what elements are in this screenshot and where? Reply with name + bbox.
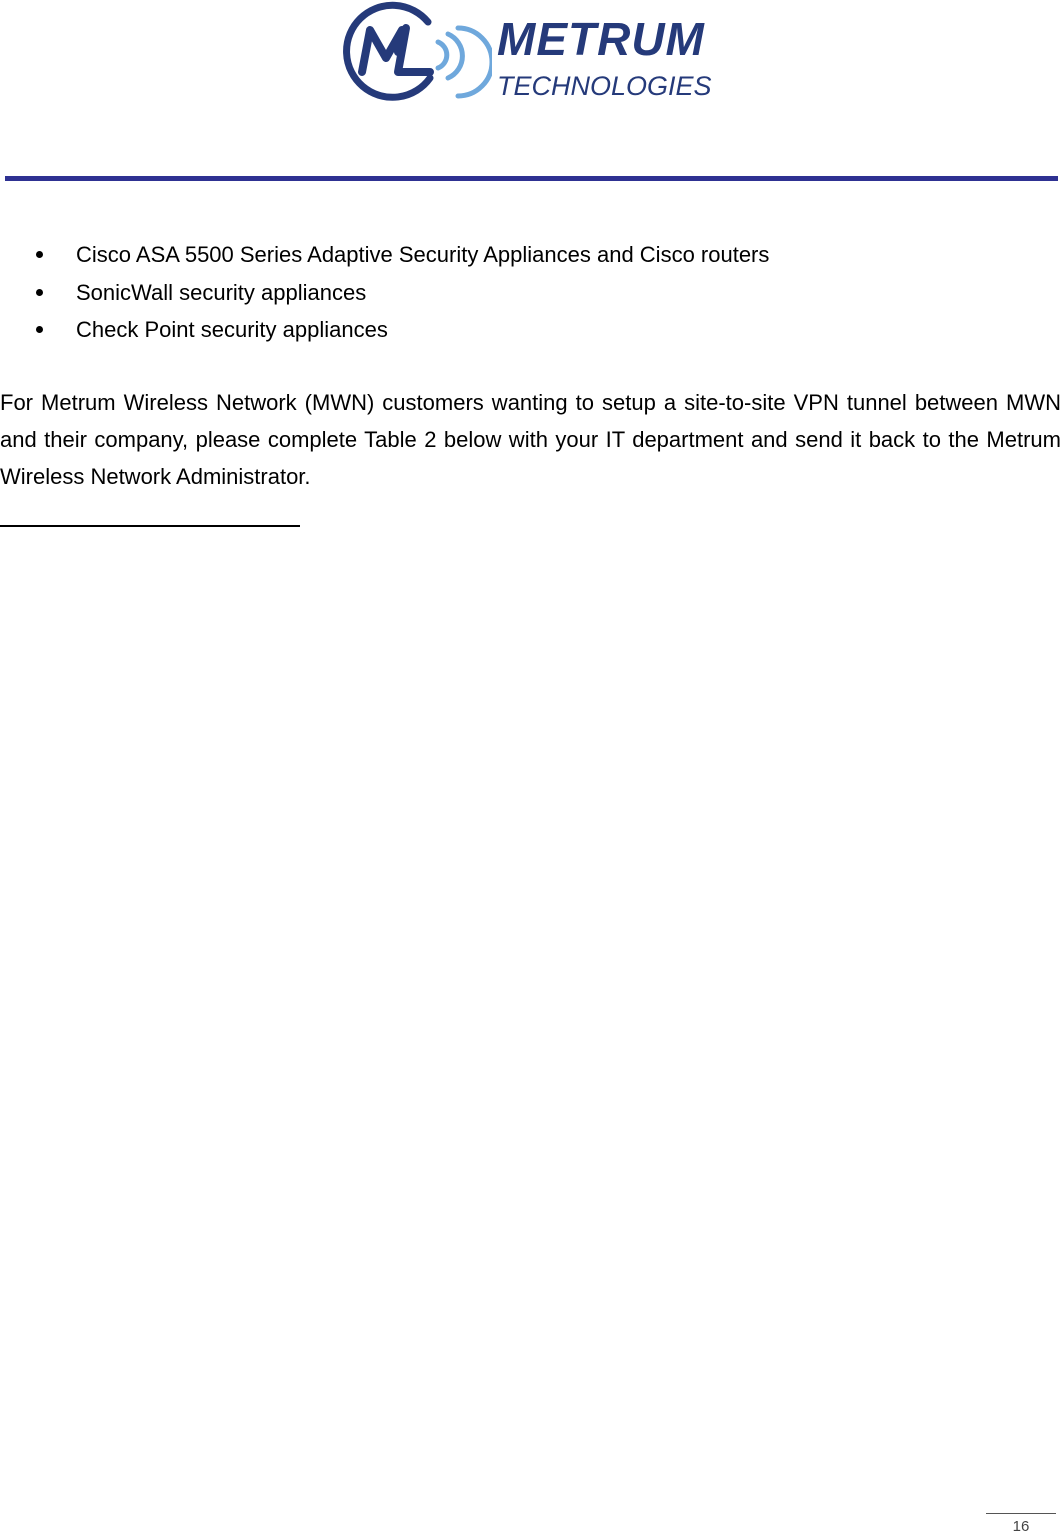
brand-name: METRUM <box>497 13 705 65</box>
brand-subtitle: TECHNOLOGIES <box>497 71 712 101</box>
list-item-text: Cisco ASA 5500 Series Adaptive Security Appliances and Cisco routers <box>76 242 770 267</box>
list-item <box>0 311 769 349</box>
page-header <box>0 0 1061 180</box>
body-paragraph: For Metrum Wireless Network (MWN) customers wanting to setup a site-to-site VPN tunnel between MWN and their company, please complete Table 2 below with your IT department and send it back to the Metrum Wireless Network Administrator. <box>0 390 1061 489</box>
list-item-text: SonicWall security appliances <box>76 279 367 305</box>
page-number: 16 <box>1012 1518 1030 1535</box>
bullet-icon <box>36 326 43 333</box>
footnote-separator <box>0 525 300 527</box>
list-item-text: Check Point security appliances <box>76 317 388 342</box>
list-item <box>0 274 769 312</box>
bullet-icon <box>36 251 43 258</box>
bullet-icon <box>36 289 43 296</box>
metrum-logo-icon <box>332 0 492 108</box>
page-number-divider <box>986 1513 1056 1514</box>
appliance-list <box>0 236 769 349</box>
header-divider <box>5 176 1058 181</box>
list-item <box>0 236 769 274</box>
